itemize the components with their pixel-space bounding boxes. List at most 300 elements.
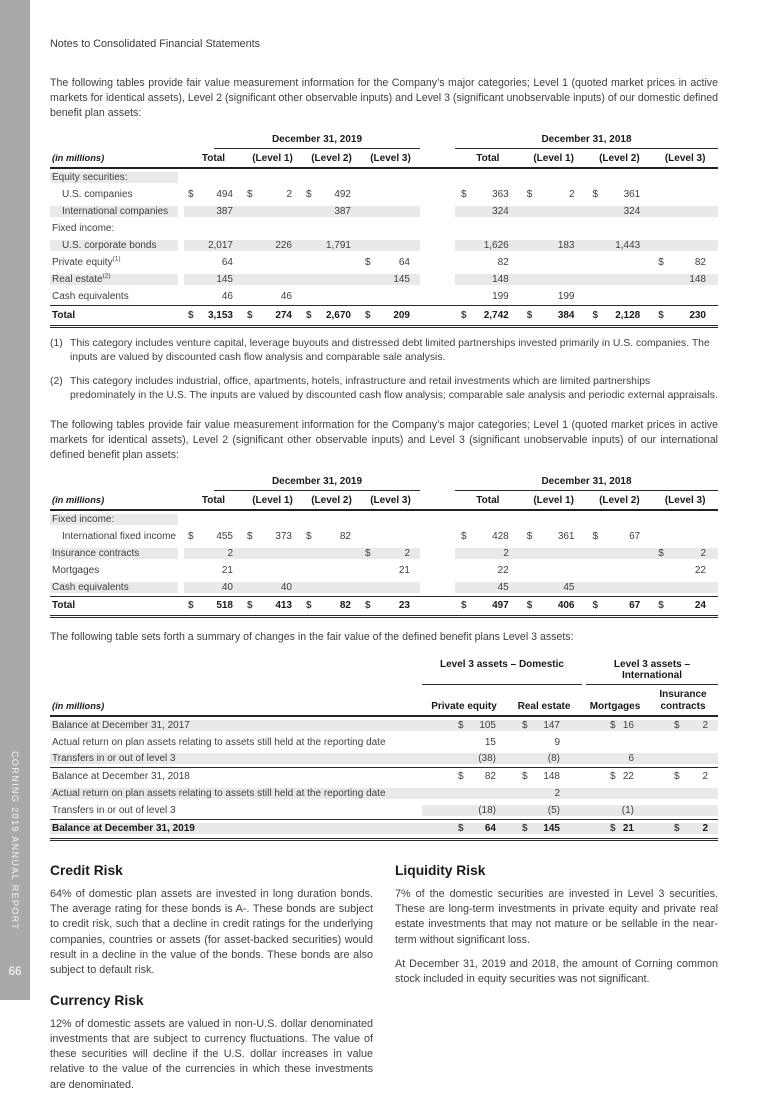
table-cell bbox=[506, 737, 582, 748]
page-number: 66 bbox=[8, 966, 22, 978]
cell-value: (1) bbox=[621, 804, 634, 816]
credit-risk-body: 64% of domestic plan assets are invested in long duration bonds. The average rating for these bonds is A-. These bonds are subject to credit risk, such that a decline in credit ratings for the underlying companies, countries or assets (for asset-backed securities) would result in a decline in the value of the bonds. These bonds are also subject to default risk. bbox=[50, 887, 373, 977]
dollar-sign: $ bbox=[188, 189, 194, 200]
column-header: (Level 3) bbox=[370, 494, 411, 506]
table-cell bbox=[361, 189, 420, 200]
table-cell bbox=[521, 240, 587, 251]
table-band bbox=[184, 565, 420, 576]
table-cell bbox=[361, 206, 420, 217]
table-band bbox=[455, 310, 718, 321]
table-cell bbox=[455, 310, 521, 321]
dollar-sign: $ bbox=[461, 600, 467, 612]
table-cell bbox=[506, 771, 582, 782]
footnote-marker: (2) bbox=[50, 375, 63, 387]
table-cell bbox=[587, 240, 653, 251]
dollar-sign: $ bbox=[526, 530, 533, 542]
row-label: Balance at December 31, 2018 bbox=[52, 771, 190, 783]
column-header: (Level 2) bbox=[599, 153, 640, 164]
table-row bbox=[50, 802, 718, 819]
table-row bbox=[50, 237, 718, 254]
row-label: Insurance contracts bbox=[50, 548, 178, 559]
cell-value: 2,670 bbox=[325, 309, 351, 321]
column-header: Total bbox=[201, 494, 226, 506]
footnote-text: This category includes venture capital, leverage buyouts and distressed debt limited partnerships invested primarily in U.S. companies. The inputs are valued by discounted cash flow analysis and comparable sale analysis. bbox=[70, 337, 710, 363]
table-cell bbox=[652, 310, 718, 321]
cell-value: 183 bbox=[557, 240, 575, 251]
row-label: Cash equivalents bbox=[52, 291, 129, 302]
table-cell bbox=[184, 240, 243, 251]
footnote-1 bbox=[50, 337, 718, 366]
table-cell bbox=[587, 582, 653, 593]
dollar-sign: $ bbox=[306, 189, 312, 200]
in-millions-cell bbox=[50, 495, 184, 506]
cell-value: 497 bbox=[492, 600, 509, 612]
cell-value: 105 bbox=[479, 719, 496, 731]
table-cell bbox=[361, 582, 420, 593]
table-cell bbox=[652, 206, 718, 217]
cell-value: 2 bbox=[702, 771, 708, 783]
dollar-sign: $ bbox=[592, 600, 599, 612]
table-row bbox=[50, 528, 718, 545]
liquidity-risk-body-2: At December 31, 2019 and 2018, the amount of Corning common stock included in equity securities was not significant. bbox=[395, 957, 718, 986]
table-cell bbox=[243, 565, 302, 576]
table-band bbox=[184, 257, 420, 268]
table-band bbox=[455, 274, 718, 285]
table-group-header-row bbox=[50, 659, 718, 685]
table-cell bbox=[582, 823, 648, 834]
table-cell bbox=[361, 565, 420, 576]
table-cell bbox=[243, 189, 302, 200]
table-cell bbox=[243, 274, 302, 285]
table-cell bbox=[582, 788, 648, 799]
footnote-text: This category includes industrial, office, apartments, hotels, infrastructure and retail investments which are limited partnerships predominately in the U.S. The inputs are valued by discounted cash flow analysis; comparable sale analysis and periodic external appraisals. bbox=[70, 375, 718, 401]
dollar-sign: $ bbox=[658, 257, 664, 268]
cell-value: 40 bbox=[280, 581, 292, 593]
row-label: International fixed income bbox=[62, 530, 176, 542]
page-content bbox=[50, 0, 718, 1093]
table-cell bbox=[521, 582, 587, 593]
cell-value: 1,443 bbox=[615, 240, 641, 251]
risk-sections bbox=[50, 863, 718, 1093]
cell-value: 387 bbox=[216, 206, 233, 217]
table-domestic-fair-value bbox=[50, 134, 718, 328]
table-cell bbox=[648, 805, 718, 816]
table-band bbox=[184, 274, 420, 285]
table-cell bbox=[521, 206, 587, 217]
table-cell bbox=[648, 720, 718, 731]
table-cell bbox=[184, 582, 243, 593]
column-group-title: December 31, 2019 bbox=[214, 476, 420, 491]
table-cell bbox=[243, 531, 302, 542]
table-cell bbox=[506, 720, 582, 731]
cell-value: 45 bbox=[563, 581, 575, 593]
cell-value: 148 bbox=[543, 771, 560, 783]
table-cell bbox=[521, 600, 587, 611]
table-column-header-row bbox=[50, 685, 718, 717]
table-cell bbox=[455, 189, 521, 200]
table-cell bbox=[587, 189, 653, 200]
table-cell bbox=[521, 291, 587, 302]
table-cell bbox=[521, 274, 587, 285]
row-label: Actual return on plan assets relating to assets still held at the reporting date bbox=[52, 736, 386, 748]
table-band bbox=[422, 737, 718, 748]
currency-risk-body: 12% of domestic assets are valued in non-U.S. dollar denominated investments that are subject to currency fluctuations. The value of these securities will decline if the U.S. dollar increases in value relative to the value of the currencies in which these investments are denominated. bbox=[50, 1017, 373, 1091]
cell-value: 40 bbox=[221, 581, 233, 593]
table-band bbox=[422, 720, 718, 731]
cell-value: 2 bbox=[568, 189, 575, 200]
table-cell bbox=[587, 531, 653, 542]
column-header: (Level 2) bbox=[599, 494, 640, 506]
dollar-sign: $ bbox=[458, 771, 464, 783]
table-band bbox=[184, 531, 420, 542]
table-cell bbox=[521, 257, 587, 268]
table-band bbox=[184, 291, 420, 302]
table-band bbox=[184, 582, 420, 593]
table-row bbox=[50, 579, 718, 596]
row-label: U.S. companies bbox=[62, 189, 133, 200]
table-cell bbox=[361, 531, 420, 542]
table-cell bbox=[184, 291, 243, 302]
table-cell bbox=[422, 753, 506, 764]
currency-risk-heading: Currency Risk bbox=[50, 992, 144, 1008]
table-cell bbox=[648, 823, 718, 834]
table-cell bbox=[361, 600, 420, 611]
dollar-sign: $ bbox=[526, 189, 533, 200]
dollar-sign: $ bbox=[365, 547, 371, 559]
table-column-header-row bbox=[50, 491, 718, 511]
table-band bbox=[184, 600, 420, 611]
table-cell bbox=[243, 257, 302, 268]
liquidity-risk-body-1: 7% of the domestic securities are invested in Level 3 securities. These are long-term investments in private equity and private real estate investments that may not mature or be sellable in the near-term without significant loss. bbox=[395, 887, 718, 946]
table-band bbox=[455, 565, 718, 576]
table-group-header-row bbox=[50, 476, 718, 491]
dollar-sign: $ bbox=[592, 189, 599, 200]
cell-value: 21 bbox=[221, 564, 233, 576]
dollar-sign: $ bbox=[461, 189, 467, 200]
table-part bbox=[420, 476, 455, 491]
dollar-sign: $ bbox=[658, 600, 664, 612]
table-cell bbox=[582, 720, 648, 731]
in-millions-cell bbox=[50, 153, 184, 164]
cell-value: 64 bbox=[221, 257, 233, 268]
table-row bbox=[50, 254, 718, 271]
table-cell bbox=[243, 240, 302, 251]
table-band bbox=[455, 257, 718, 268]
cell-value: 148 bbox=[492, 274, 509, 285]
table-cell bbox=[302, 582, 361, 593]
cell-value: 2 bbox=[503, 547, 509, 559]
cell-value: 2 bbox=[554, 788, 560, 800]
cell-value: 67 bbox=[629, 530, 641, 542]
dollar-sign: $ bbox=[658, 547, 664, 559]
table-band bbox=[422, 771, 718, 782]
cell-value: 324 bbox=[492, 206, 509, 217]
table-row bbox=[50, 768, 718, 785]
footnotes bbox=[50, 337, 718, 404]
table-cell bbox=[422, 805, 506, 816]
table-cell bbox=[587, 291, 653, 302]
footnote-reference: (2) bbox=[102, 272, 111, 280]
cell-value: (18) bbox=[478, 804, 496, 816]
table-cell bbox=[184, 206, 243, 217]
cell-value: 82 bbox=[497, 257, 509, 268]
dollar-sign: $ bbox=[458, 719, 464, 731]
cell-value: 2 bbox=[227, 547, 233, 559]
cell-value: 16 bbox=[622, 719, 634, 731]
document-header: Notes to Consolidated Financial Statements bbox=[50, 38, 261, 50]
table-row bbox=[50, 734, 718, 751]
column-header: (Level 2) bbox=[311, 494, 352, 506]
cell-value: 148 bbox=[689, 274, 706, 285]
table-row bbox=[50, 717, 718, 734]
table-cell bbox=[184, 189, 243, 200]
cell-value: 494 bbox=[216, 189, 233, 200]
table-cell bbox=[652, 565, 718, 576]
cell-value: 2 bbox=[702, 823, 708, 835]
table-cell bbox=[652, 291, 718, 302]
table-cell bbox=[648, 737, 718, 748]
cell-value: 2,742 bbox=[483, 309, 509, 321]
dollar-sign: $ bbox=[188, 530, 194, 542]
table-cell bbox=[587, 274, 653, 285]
cell-value: 361 bbox=[557, 530, 575, 542]
cell-value: 2 bbox=[702, 719, 708, 731]
column-header: (Level 2) bbox=[311, 153, 352, 164]
cell-value: 1,791 bbox=[325, 240, 351, 251]
table-cell bbox=[184, 548, 243, 559]
table-band bbox=[455, 548, 718, 559]
cell-value: 199 bbox=[557, 291, 575, 302]
dollar-sign: $ bbox=[674, 771, 680, 783]
table-cell bbox=[455, 257, 521, 268]
row-label: Balance at December 31, 2017 bbox=[50, 720, 422, 731]
table-cell bbox=[587, 600, 653, 611]
table-cell bbox=[652, 274, 718, 285]
dollar-sign: $ bbox=[306, 600, 312, 612]
row-label: International companies bbox=[50, 206, 178, 217]
cell-value: 22 bbox=[694, 564, 706, 576]
cell-value: 82 bbox=[484, 771, 496, 783]
dollar-sign: $ bbox=[365, 309, 371, 321]
dollar-sign: $ bbox=[247, 309, 253, 321]
table-cell bbox=[243, 310, 302, 321]
column-header: Total bbox=[476, 153, 500, 164]
column-group-title: Level 3 assets – International bbox=[586, 659, 718, 685]
dollar-sign: $ bbox=[658, 309, 664, 321]
table-cell bbox=[243, 206, 302, 217]
dollar-sign: $ bbox=[306, 530, 312, 542]
table-part bbox=[50, 134, 184, 149]
table-band bbox=[455, 206, 718, 217]
cell-value: 22 bbox=[497, 564, 509, 576]
table-cell bbox=[648, 753, 718, 764]
column-header: (Level 3) bbox=[664, 153, 706, 164]
intro-domestic-paragraph: The following tables provide fair value measurement information for the Company’s major categories; Level 1 (quoted market prices in active markets for identical assets), Level 2 (significant other observable inputs) and Level 3 (significant unobservable inputs) of our domestic defined benefit plan assets: bbox=[50, 77, 718, 119]
table-cell bbox=[521, 548, 587, 559]
table-cell bbox=[652, 582, 718, 593]
table-group-header-row bbox=[50, 134, 718, 149]
table-band bbox=[422, 805, 718, 816]
cell-value: 373 bbox=[275, 530, 292, 542]
table-cell bbox=[302, 600, 361, 611]
table-band bbox=[184, 310, 420, 321]
table-cell bbox=[652, 600, 718, 611]
cell-value: 3,153 bbox=[207, 309, 233, 321]
row-label: Total bbox=[52, 600, 76, 612]
dollar-sign: $ bbox=[247, 600, 253, 612]
column-header: (Level 1) bbox=[533, 153, 574, 164]
table-band bbox=[455, 531, 718, 542]
dollar-sign: $ bbox=[674, 719, 680, 731]
column-header: (Level 3) bbox=[664, 494, 706, 506]
dollar-sign: $ bbox=[522, 823, 528, 835]
cell-value: 15 bbox=[484, 736, 496, 748]
cell-value: 82 bbox=[339, 600, 351, 612]
column-header: (Level 1) bbox=[252, 153, 293, 164]
table-cell bbox=[422, 771, 506, 782]
sidebar-vertical-title: CORNING 2019 ANNUAL REPORT bbox=[10, 750, 20, 930]
table-cell bbox=[243, 600, 302, 611]
table-cell bbox=[422, 720, 506, 731]
cell-value: 23 bbox=[398, 600, 410, 612]
table-row bbox=[50, 288, 718, 305]
column-header: (Level 1) bbox=[533, 494, 574, 506]
table-cell bbox=[455, 274, 521, 285]
credit-risk-heading: Credit Risk bbox=[50, 862, 123, 878]
table-cell bbox=[521, 565, 587, 576]
table-band bbox=[184, 240, 420, 251]
table-part bbox=[50, 659, 422, 685]
dollar-sign: $ bbox=[247, 189, 253, 200]
level3-intro-paragraph: The following table sets forth a summary of changes in the fair value of the defined benefit plans Level 3 assets: bbox=[50, 631, 574, 643]
cell-value: 363 bbox=[492, 189, 509, 200]
table-cell bbox=[455, 240, 521, 251]
table-band bbox=[184, 189, 420, 200]
table-cell bbox=[302, 291, 361, 302]
table-cell bbox=[184, 257, 243, 268]
dollar-sign: $ bbox=[188, 309, 194, 321]
dollar-sign: $ bbox=[610, 823, 616, 835]
cell-value: 199 bbox=[492, 291, 509, 302]
table-band bbox=[184, 206, 420, 217]
table-cell bbox=[455, 565, 521, 576]
cell-value: 209 bbox=[393, 309, 410, 321]
table-row bbox=[50, 169, 718, 186]
dollar-sign: $ bbox=[365, 257, 371, 268]
dollar-sign: $ bbox=[522, 771, 528, 783]
dollar-sign: $ bbox=[610, 719, 616, 731]
column-group-title: December 31, 2018 bbox=[455, 134, 718, 149]
dollar-sign: $ bbox=[592, 309, 599, 321]
left-column bbox=[50, 863, 373, 1093]
footnote-reference: (1) bbox=[112, 255, 121, 263]
in-millions-label: (in millions) bbox=[52, 701, 105, 711]
table-cell bbox=[455, 206, 521, 217]
cell-value: 82 bbox=[339, 530, 351, 542]
cell-value: 64 bbox=[398, 257, 410, 268]
column-header: (Level 1) bbox=[252, 494, 293, 506]
dollar-sign: $ bbox=[461, 530, 467, 542]
cell-value: 428 bbox=[492, 530, 509, 542]
cell-value: 413 bbox=[275, 600, 292, 612]
table-cell bbox=[587, 206, 653, 217]
cell-value: 274 bbox=[275, 309, 292, 321]
cell-value: 324 bbox=[623, 206, 641, 217]
column-header: Mortgages bbox=[589, 700, 641, 712]
cell-value: 145 bbox=[393, 274, 410, 285]
table-band bbox=[455, 582, 718, 593]
table-row bbox=[50, 220, 718, 237]
table-row bbox=[50, 545, 718, 562]
cell-value: 21 bbox=[398, 564, 410, 576]
table-cell bbox=[302, 240, 361, 251]
table-level3-changes bbox=[50, 659, 718, 841]
table-cell bbox=[361, 310, 420, 321]
cell-value: 145 bbox=[216, 274, 233, 285]
cell-value: 67 bbox=[629, 600, 641, 612]
footnote-2 bbox=[50, 375, 718, 404]
dollar-sign: $ bbox=[526, 309, 533, 321]
table-cell bbox=[243, 582, 302, 593]
row-label: Fixed income: bbox=[50, 514, 178, 525]
column-header: Total bbox=[201, 153, 226, 164]
dollar-sign: $ bbox=[458, 823, 464, 835]
row-label: U.S. corporate bonds bbox=[50, 240, 178, 251]
column-group-title: December 31, 2018 bbox=[455, 476, 718, 491]
table-total-row bbox=[50, 596, 718, 619]
table-cell bbox=[422, 737, 506, 748]
row-label: Transfers in or out of level 3 bbox=[50, 753, 422, 764]
table-cell bbox=[302, 310, 361, 321]
table-cell bbox=[302, 531, 361, 542]
cell-value: (38) bbox=[478, 753, 496, 765]
cell-value: 455 bbox=[216, 530, 233, 542]
table-cell bbox=[302, 565, 361, 576]
cell-value: 24 bbox=[694, 600, 706, 612]
column-group-title: December 31, 2019 bbox=[214, 134, 420, 149]
cell-value: 230 bbox=[689, 309, 706, 321]
cell-value: 21 bbox=[622, 823, 634, 835]
in-millions-label: (in millions) bbox=[52, 153, 105, 163]
table-cell bbox=[361, 257, 420, 268]
table-band bbox=[422, 823, 718, 834]
column-group-title: Level 3 assets – Domestic bbox=[422, 659, 582, 685]
cell-value: 518 bbox=[216, 600, 233, 612]
table-cell bbox=[302, 274, 361, 285]
column-header: Total bbox=[476, 494, 500, 506]
table-part bbox=[420, 134, 455, 149]
table-band bbox=[184, 548, 420, 559]
sidebar-strip bbox=[0, 0, 30, 1000]
table-cell bbox=[455, 548, 521, 559]
table-cell bbox=[652, 257, 718, 268]
table-cell bbox=[587, 565, 653, 576]
table-cell bbox=[506, 823, 582, 834]
right-column bbox=[395, 863, 718, 1093]
table-row bbox=[50, 186, 718, 203]
table-cell bbox=[184, 531, 243, 542]
row-label: Transfers in or out of level 3 bbox=[52, 804, 176, 816]
column-header: Private equity bbox=[431, 700, 497, 712]
table-cell bbox=[652, 531, 718, 542]
dollar-sign: $ bbox=[461, 309, 467, 321]
table-row bbox=[50, 562, 718, 579]
column-header: Real estate bbox=[517, 700, 571, 712]
table-cell bbox=[455, 291, 521, 302]
table-cell bbox=[243, 548, 302, 559]
row-label: Balance at December 31, 2019 bbox=[50, 823, 422, 834]
footnote-marker: (1) bbox=[50, 337, 63, 349]
